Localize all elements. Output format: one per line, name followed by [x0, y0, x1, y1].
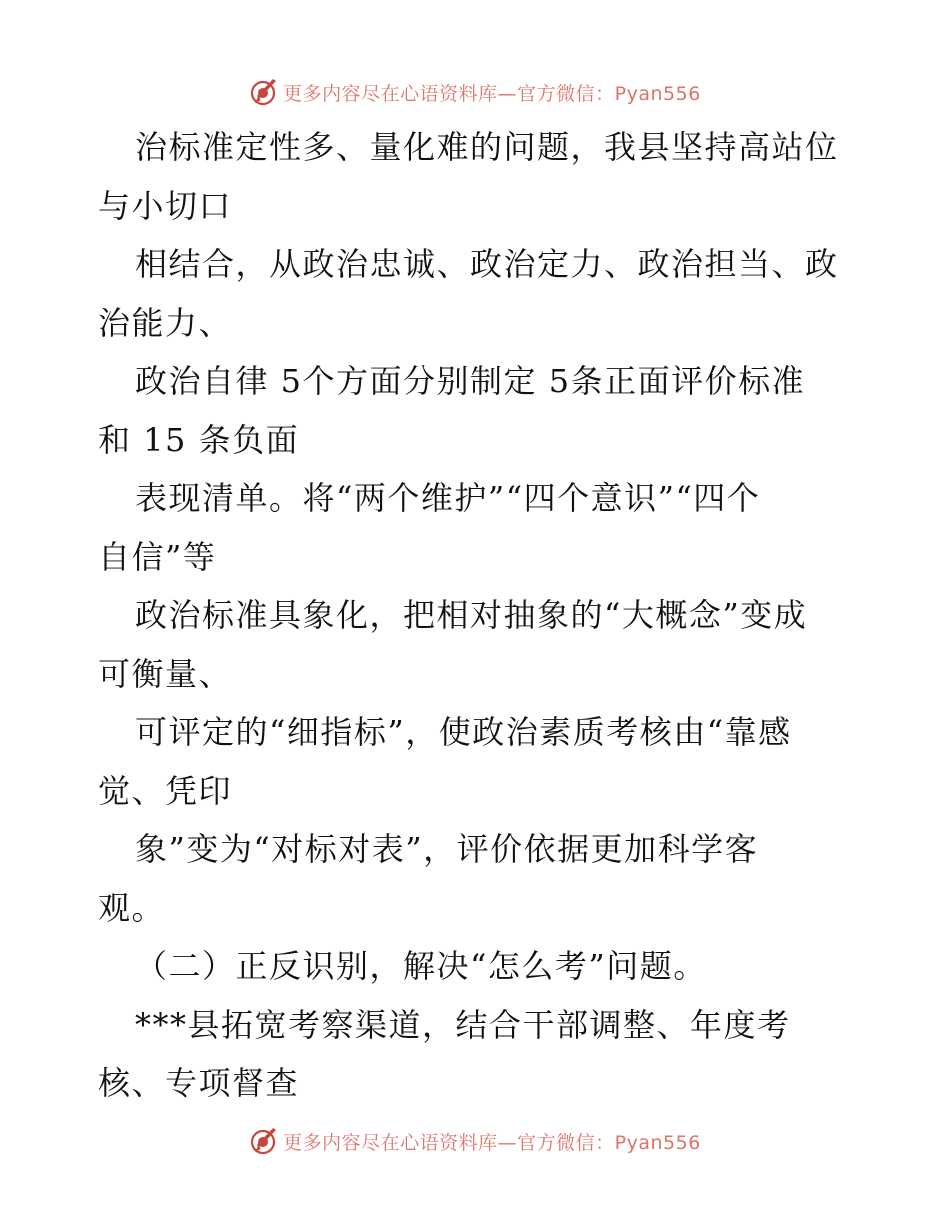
header-banner-text: 更多内容尽在心语资料库—官方微信：Pyan556 [283, 82, 701, 105]
text-line: 与小切口 [98, 186, 233, 225]
section-heading: （二）正反识别，解决“怎么考”问题。 [135, 947, 707, 985]
text-line: 可评定的“细指标”，使政治素质考核由“靠感 [135, 713, 792, 751]
document-body [98, 118, 858, 1113]
text-line: 相结合，从政治忠诚、政治定力、政治担当、政 [135, 245, 839, 283]
text-line: 可衡量、 [98, 654, 233, 693]
text-line: 自信”等 [98, 537, 217, 576]
text-line: 觉、凭印 [98, 771, 233, 810]
text-line: 核、专项督查 [98, 1064, 300, 1102]
text-line: 政治自律 5个方面分别制定 5条正面评价标准 [135, 362, 806, 400]
text-line: 表现清单。将“两个维护”“四个意识”“四个 [135, 479, 761, 517]
text-line: 政治标准具象化，把相对抽象的“大概念”变成 [135, 596, 808, 634]
text-line: 观。 [98, 888, 166, 927]
text-line: 治能力、 [98, 303, 233, 342]
text-line: 和 15 条负面 [98, 420, 300, 459]
quill-logo-icon [249, 77, 279, 107]
footer-banner-text: 更多内容尽在心语资料库—官方微信：Pyan556 [283, 1131, 701, 1154]
text-line: 治标准定性多、量化难的问题，我县坚持高站位 [135, 128, 839, 166]
header-watermark-banner [0, 72, 950, 112]
text-line: 象”变为“对标对表”，评价依据更加科学客 [135, 830, 759, 868]
footer-watermark-banner [0, 1121, 950, 1161]
quill-logo-icon [249, 1126, 279, 1156]
text-line: ***县拓宽考察渠道，结合干部调整、年度考 [135, 1005, 791, 1044]
